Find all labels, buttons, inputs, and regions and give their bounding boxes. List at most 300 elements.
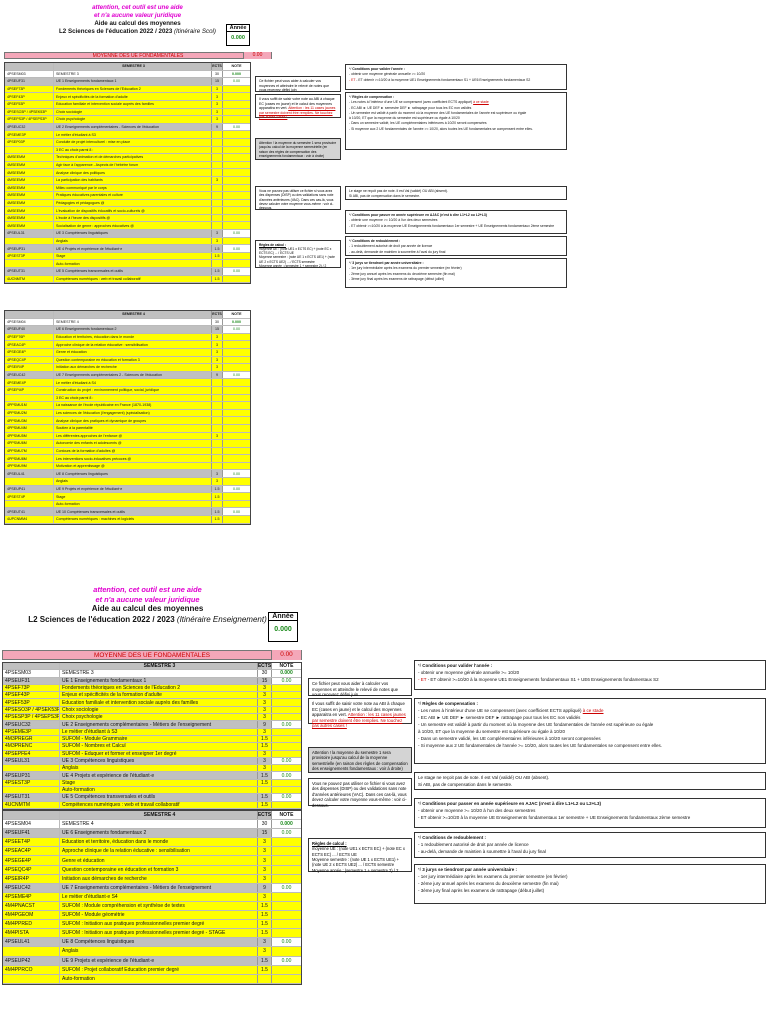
grade-value	[271, 975, 301, 983]
course-code: 4PSEUL31	[7, 231, 25, 236]
grade-input-cell[interactable]	[271, 685, 301, 691]
ects-header: ECTS	[212, 312, 222, 317]
ects-value: 3	[257, 751, 271, 757]
course-label: SUFOM - Module Grammaire	[59, 736, 257, 742]
course-row	[5, 253, 250, 261]
course-row	[5, 364, 250, 372]
course-row	[5, 139, 250, 147]
grade-input-cell[interactable]	[222, 276, 250, 283]
grade-value	[222, 260, 250, 267]
ects-value: 3	[211, 86, 222, 93]
grade-value: 0.00	[222, 326, 250, 333]
ects-value: 3	[257, 947, 271, 955]
course-code: 4MSEEMM	[7, 178, 26, 183]
warning-line-1: attention, cet outil est une aide	[93, 585, 202, 594]
course-label: SEMESTRE 3	[59, 663, 257, 669]
course-code: 4PSEET4P	[5, 839, 31, 846]
dispense-note: Vous ne pouvez pas utiliser ce fichier si vous avez des dispenses (DISP) ou des validations sans note d'années antérieures (VAC). Dans ces cas-là, vous devez calculer votre moyenne vous-même : voir ci-dessous.	[308, 778, 412, 806]
grade-value: 0.00	[271, 721, 301, 727]
grade-input-cell[interactable]	[271, 736, 301, 742]
course-row	[5, 357, 250, 365]
grade-value: 0.00	[222, 486, 250, 493]
ects-value: 3	[211, 478, 222, 485]
course-code	[5, 63, 53, 70]
ects-header: ECTS	[212, 64, 222, 69]
ects-value: 3	[211, 334, 222, 341]
grade-input-cell[interactable]	[271, 714, 301, 720]
course-row	[5, 433, 250, 441]
course-label: Techniques d'animation et de démarches participatives	[53, 154, 211, 161]
course-row	[3, 875, 301, 884]
course-code: 4UPCNMM4	[7, 517, 28, 522]
course-code: 4PSEUT31	[7, 269, 25, 274]
ects-value: 3	[211, 177, 222, 184]
warning-line-2: et n'a aucune valeur juridique	[95, 594, 200, 604]
ects-value	[211, 448, 222, 455]
ects-value: 30	[211, 71, 222, 78]
course-code	[5, 260, 53, 267]
grade-input-cell[interactable]	[222, 238, 250, 245]
course-label: Autonomie des enfants et adolescents @	[53, 440, 211, 447]
course-code: 4PPSMU9M	[7, 464, 27, 469]
ects-value: 1.5	[211, 486, 222, 493]
ects-value: 1.5	[257, 794, 271, 800]
ects-value	[211, 440, 222, 447]
course-label: UE 3 Compétences linguistiques	[53, 230, 211, 237]
ects-value: 3	[211, 470, 222, 477]
course-code: 4MSEEMM	[7, 200, 26, 205]
course-label: Anglais	[59, 765, 257, 771]
grade-input-cell[interactable]	[222, 93, 250, 100]
grade-value	[222, 169, 250, 176]
grade-value	[222, 131, 250, 138]
sheet2-semester3-table	[2, 662, 302, 810]
grade-value: 0.00	[222, 245, 250, 252]
course-label: UE 6 Enseignements fondamentaux 2	[59, 829, 257, 837]
course-code: 4M4PPRED	[5, 921, 32, 928]
year-value: 0.000	[274, 626, 292, 633]
grade-input-cell[interactable]	[271, 751, 301, 757]
grade-value	[222, 154, 250, 161]
ects-value: 15	[257, 829, 271, 837]
course-row	[3, 802, 301, 809]
grade-input-cell[interactable]	[222, 364, 250, 371]
course-label: La naissance de l'école républicaine en France (1870-1938)	[53, 402, 211, 409]
grade-value: 0.00	[271, 678, 301, 684]
course-label: Construction du projet : environnement politique, social, juridique	[53, 387, 211, 394]
course-code: 4PSEME3P	[7, 132, 26, 137]
grade-value: 0.00	[271, 794, 301, 800]
info-note: Ce fichier peut vous aider à calculer vos moyennes et atteindre le relevé de notes que vous recevrez défini juin	[308, 678, 412, 696]
grade-value	[222, 192, 250, 199]
grade-input-cell[interactable]	[222, 357, 250, 364]
course-label: Education familiale et intervention sociale auprès des familles	[53, 101, 211, 108]
course-code: 4PSEP03P	[7, 140, 25, 145]
grade-input-cell[interactable]	[222, 109, 250, 116]
grade-value: 0.00	[271, 829, 301, 837]
course-code: 4PSEUC32	[7, 125, 26, 130]
course-label: Choix sociologie	[53, 109, 211, 116]
grade-input-cell[interactable]	[222, 341, 250, 348]
ects-value: 3	[211, 364, 222, 371]
ects-value: 3	[211, 109, 222, 116]
course-code: 4PPSMU8M	[7, 456, 27, 461]
ects-value: 3	[257, 938, 271, 946]
course-code: 4PSEME4P	[7, 380, 26, 385]
grade-value: 0.00	[271, 772, 301, 778]
course-code: 4UCNMTM	[7, 276, 25, 281]
course-code: 4PSEIR4P	[7, 365, 25, 370]
year-label: Année	[269, 613, 297, 621]
course-code: 4PSEME4P	[5, 893, 32, 900]
course-row	[5, 402, 250, 410]
course-row	[3, 838, 301, 847]
grade-value	[222, 185, 250, 192]
course-label: Education et territoires, éducation dans le monde	[53, 334, 211, 341]
course-row	[5, 395, 250, 403]
ects-value: 1.5	[257, 802, 271, 808]
course-row	[5, 200, 250, 208]
course-code	[5, 395, 53, 402]
course-label: Education et territoire, éducation dans le monde	[59, 838, 257, 846]
course-row	[3, 707, 301, 714]
course-label: Initiation aux démarches de recherche	[53, 364, 211, 371]
semester-total-row	[5, 319, 250, 327]
course-label: Analyse clinique des pratiques et dynamique de groupes	[53, 417, 211, 424]
course-row	[3, 685, 301, 692]
year-value: 0.000	[231, 35, 245, 41]
grade-input-cell[interactable]	[222, 433, 250, 440]
grade-value: 0.00	[271, 957, 301, 965]
grade-input-cell[interactable]	[271, 707, 301, 713]
course-label: Enjeux et spécificités de la formation d'adulte	[59, 692, 257, 698]
sheet1-semester3-table	[4, 62, 251, 284]
grade-input-cell[interactable]	[271, 920, 301, 928]
ects-value: 1.5	[211, 508, 222, 515]
course-label: La participation des habitants	[53, 177, 211, 184]
course-row	[5, 131, 250, 139]
ue-row	[5, 470, 250, 478]
ects-value: 1.5	[257, 911, 271, 919]
grade-input-cell[interactable]	[271, 780, 301, 786]
grade-input-cell[interactable]	[271, 847, 301, 855]
grade-value	[271, 787, 301, 793]
course-row	[3, 714, 301, 721]
ue-row	[3, 794, 301, 801]
course-code: 4M3PRENC	[5, 743, 33, 750]
course-label: SEMESTRE 3	[53, 71, 211, 78]
semester-header-row	[5, 63, 250, 71]
course-label: Choix psychologie	[59, 714, 257, 720]
course-code: 4PSEUL41	[5, 939, 30, 946]
grade-input-cell[interactable]	[271, 929, 301, 937]
course-label: SUFOM - Module géométrie	[59, 911, 257, 919]
course-code: 4PSEUP41	[7, 486, 26, 491]
course-code: 4PSEF73P	[7, 87, 25, 92]
grade-value	[222, 139, 250, 146]
course-label: SUFOM - Nombres et Calcul	[59, 743, 257, 749]
course-row	[3, 975, 301, 984]
course-label: Initiation aux démarches de recherche	[59, 875, 257, 883]
course-label: UE 5 Compétences transversales et outils	[59, 794, 257, 800]
grade-input-cell[interactable]	[271, 729, 301, 735]
grade-input-cell[interactable]	[222, 253, 250, 260]
course-row	[5, 207, 250, 215]
grade-value: 0.000	[271, 670, 301, 676]
ects-value: 1.5	[211, 268, 222, 275]
course-label: Le métier d'étudiant à S3	[53, 131, 211, 138]
course-label: UE 10 Compétences transversales et outils	[53, 508, 211, 515]
ects-value: 15	[211, 326, 222, 333]
ects-value	[211, 260, 222, 267]
grade-input-cell[interactable]	[222, 349, 250, 356]
ects-value	[211, 387, 222, 394]
course-code	[3, 663, 59, 669]
course-label: Anglais	[53, 478, 211, 485]
course-code	[3, 811, 59, 819]
ects-value: 30	[211, 319, 222, 326]
fundamental-mean-label: MOYENNE DES UE FONDAMENTALES	[92, 53, 184, 59]
grade-input-cell[interactable]	[222, 177, 250, 184]
ects-value: 9	[257, 721, 271, 727]
sheet-title: Aide au calcul des moyennes	[94, 20, 181, 28]
course-code: 4PSEIR4P	[5, 875, 29, 882]
course-code	[5, 147, 53, 154]
ects-value: 3	[257, 866, 271, 874]
course-code: 4PSEUT41	[7, 509, 25, 514]
grade-input-cell[interactable]	[222, 493, 250, 500]
grade-input-cell[interactable]	[222, 86, 250, 93]
course-code: 4PSEAC4P	[5, 848, 31, 855]
course-label: SEMESTRE 4	[53, 311, 211, 318]
course-label: Les sciences de l'éducation (l'engagement) (spécialisation)	[53, 410, 211, 417]
sheet-subtitle: L2 Sciences de l'éducation 2022 / 2023 (Itinéraire Enseignement)	[28, 614, 267, 624]
grade-value: 0.00	[222, 230, 250, 237]
course-label: SEMESTRE 3	[59, 670, 257, 676]
jury-rules-box: */ 3 jurys se tiendront par année universitaire : - 1er jury intermédiaire après les examens du premier semestre (en février) - 2ème jury annuel après les examens du deuxième semestre (fin mai) - 3ème jury final après les examens de rattrapage (début juillet)	[345, 258, 567, 288]
ects-value	[211, 154, 222, 161]
grade-value: 0.00	[222, 78, 250, 85]
course-label: Enjeux et spécificités de la formation d'adulte	[53, 93, 211, 100]
course-code: 4PSESM03	[7, 71, 26, 76]
ue-row	[3, 884, 301, 893]
course-label: Milieu communiqué par le corps	[53, 185, 211, 192]
grade-input-cell[interactable]	[271, 947, 301, 955]
ects-value: 1.5	[211, 493, 222, 500]
course-code: 4PSEF43P	[7, 94, 25, 99]
calculation-rules-note: Règles de calcul : moyenne UE : (note UE1 x ECTS EC) + (note EC x ECTS EC) ... / ECTS UE Moyenne semestre : (note UE 1 x ECTS UE1) + (note UE 2 x ECTS UE2) ... / ECTS semestre Moyenne année : (semestre 1 + semestre 2) / 2	[255, 240, 341, 268]
grade-input-cell[interactable]	[271, 856, 301, 864]
course-label: Motivation et apprentissage @	[53, 463, 211, 470]
course-code: 4PSEUL41	[7, 471, 25, 476]
grade-input-cell[interactable]	[271, 966, 301, 974]
course-label: UE 1 Enseignements fondamentaux 1	[59, 678, 257, 684]
grade-input-cell[interactable]	[271, 866, 301, 874]
course-label: UE 2 Enseignements complémentaires - Sciences de l'éducation	[53, 124, 211, 131]
course-code: 4PSEUL31	[5, 758, 30, 764]
course-label: SUFOM - Eduquer et former et enseigner 1er degré	[59, 751, 257, 757]
course-label: Auto-formation	[59, 787, 257, 793]
course-label: UE 7 Enseignements complémentaires 2 - Sciences de l'éducation	[53, 372, 211, 379]
course-label: Contours de la formation d'adultes @	[53, 448, 211, 455]
course-label: L'évaluation de dispositifs éducatifs et socio-culturels @	[53, 207, 211, 214]
grade-input-cell[interactable]	[271, 743, 301, 749]
grade-value	[222, 222, 250, 229]
course-code	[5, 238, 53, 245]
course-label: Auto-formation	[53, 501, 211, 508]
course-row	[5, 478, 250, 486]
course-label: Auto-formation	[59, 975, 257, 983]
grade-value	[222, 147, 250, 154]
grade-input-cell[interactable]	[271, 875, 301, 883]
instruction-note: Il vous suffit de saisir votre note au ABI à chaque EC (cases en jaune) et le calcul des moyennes apparaitra en vert. Attention : les 11 cases jaunes par semestre doivent être remplies. Ne touchez pas autres cases !	[308, 698, 412, 724]
course-row	[3, 893, 301, 902]
stage-note-box: Le stage ne reçoit pas de note. Il est Val (validé) OU ABI (absent). Si ABI, pas de compensation dans le semestre.	[414, 772, 766, 790]
course-label: Compétences numériques : machines et logiciels	[53, 516, 211, 523]
course-code: 4PSEF53P	[7, 102, 25, 107]
course-row	[3, 856, 301, 865]
course-code: 4PSEPFE4	[5, 750, 31, 757]
grade-input-cell[interactable]	[271, 838, 301, 846]
course-label: UE 9 Projets et expérience de l'étudiant·e	[59, 957, 257, 965]
grade-value	[222, 207, 250, 214]
grade-value	[222, 440, 250, 447]
course-label: Les interventions socio-éducatives précoces @	[53, 455, 211, 462]
course-code: 4PSEF76P	[7, 335, 25, 340]
grade-input-cell[interactable]	[222, 478, 250, 485]
grade-input-cell[interactable]	[271, 893, 301, 901]
grade-input-cell[interactable]	[271, 692, 301, 698]
ue-row	[5, 124, 250, 132]
grade-value: 0.00	[222, 508, 250, 515]
course-code: 4PSEUC32	[5, 721, 31, 728]
ects-value: 3	[211, 230, 222, 237]
ects-value: 3	[211, 349, 222, 356]
course-code	[3, 975, 59, 983]
course-row	[3, 929, 301, 938]
grade-input-cell[interactable]	[222, 101, 250, 108]
course-label: Soutien à la parentalité	[53, 425, 211, 432]
grade-value: 0.00	[222, 372, 250, 379]
course-row	[5, 260, 250, 268]
course-label: 3 EC au choix parmi 8 :	[53, 147, 211, 154]
ects-value: 3	[257, 856, 271, 864]
grade-input-cell[interactable]	[271, 911, 301, 919]
course-code: 4M4PISTA	[5, 930, 29, 937]
ects-value	[211, 139, 222, 146]
course-code: 4PSEUF40	[7, 327, 25, 332]
grade-value	[222, 395, 250, 402]
course-row	[5, 177, 250, 185]
ects-value: 3	[257, 875, 271, 883]
grade-input-cell[interactable]	[222, 516, 250, 523]
grade-input-cell[interactable]	[222, 116, 250, 123]
course-code: 4PSEUP42	[5, 957, 31, 964]
grade-input-cell[interactable]	[271, 802, 301, 808]
course-code: 4M4PPRCO	[5, 966, 33, 973]
course-label: Genre et éducation	[53, 349, 211, 356]
course-code: 4PSEGE4P	[7, 350, 26, 355]
course-code	[3, 765, 59, 771]
course-code: 4PSEUP31	[7, 246, 26, 251]
grade-input-cell[interactable]	[271, 902, 301, 910]
grade-value	[222, 417, 250, 424]
course-label: Fondements théoriques en Sciences de l'Education 2	[59, 685, 257, 691]
ects-value: 3	[257, 847, 271, 855]
instruction-note: Il vous suffit de saisir votre note au ABI à chaque EC (cases en jaune) et le calcul des moyennes apparaitra en vert. Attention : les 11 cases jaunes par semestre doivent être remplies. Ne touchez pas autres cases !	[255, 94, 341, 118]
course-code: 4UCNMTM	[5, 801, 30, 808]
course-code: 4M3PREGR	[5, 736, 33, 743]
sheet2-semester4-table	[2, 810, 302, 985]
grade-value	[222, 200, 250, 207]
info-note: Ce fichier peut vous aider à calculer vos moyennes et atteindre le relevé de notes que vous recevrez défini juin	[255, 76, 341, 92]
course-row	[3, 780, 301, 787]
ects-value	[211, 501, 222, 508]
course-row	[3, 736, 301, 743]
ects-value: 3	[257, 692, 271, 698]
course-label: UE 8 Compétences linguistiques	[59, 938, 257, 946]
course-code: 4PSESM03	[5, 670, 31, 677]
ects-header: ECTS	[257, 663, 272, 670]
ects-header: ECTS	[257, 812, 272, 819]
grade-input-cell[interactable]	[222, 334, 250, 341]
course-code: 4MSEEMM	[7, 170, 26, 175]
grade-input-cell[interactable]	[271, 699, 301, 705]
course-row	[5, 448, 250, 456]
course-code: 4PPSMU2M	[7, 411, 27, 416]
ue-row	[5, 508, 250, 516]
course-code: 4PSEUF31	[7, 79, 25, 84]
sheet1-semester4-table	[4, 310, 251, 525]
course-row	[5, 516, 250, 524]
grade-value	[222, 425, 250, 432]
course-code: 4PPSMU6M	[7, 441, 27, 446]
grade-value: 0.000	[222, 319, 250, 326]
ects-value: 3	[211, 93, 222, 100]
grade-value	[222, 162, 250, 169]
course-code: 4PSEF43P	[5, 692, 30, 699]
ects-value: 1.5	[211, 276, 222, 283]
ects-value: 9	[211, 124, 222, 131]
course-row	[3, 699, 301, 706]
course-label: Choix sociologie	[59, 707, 257, 713]
course-label: Question contemporaine en éducation et formation 3	[59, 866, 257, 874]
ects-value	[211, 169, 222, 176]
course-label: UE 9 Projets et expérience de l'étudiant·e	[53, 486, 211, 493]
course-label: Genre et éducation	[59, 856, 257, 864]
course-code: 4PSEST3P	[5, 779, 31, 786]
validation-rules-box: */ Conditions pour valider l'année : - obtenir une moyenne générale annuelle >= 10/20 - ET - ET obtenir >=10/20 à la moyenne UE1 Enseignements fondamentaux S1 + UE6 Enseignements fondamentaux S2	[345, 64, 567, 90]
course-code	[5, 501, 53, 508]
course-label: Approche clinique de la relation éducative : sensibilisation	[53, 341, 211, 348]
fundamental-mean-bar	[2, 650, 302, 660]
ects-value	[211, 192, 222, 199]
ue-row	[5, 372, 250, 380]
course-label: Conduite de projet interculturel : mise en place	[53, 139, 211, 146]
grade-value	[222, 387, 250, 394]
grade-value: 0.00	[271, 884, 301, 892]
course-code: 4MSEEMM	[7, 223, 26, 228]
course-label: SEMESTRE 3	[53, 63, 211, 70]
semester-total-row	[3, 670, 301, 677]
course-label: UE 4 Projets et expérience de l'étudiant·e	[53, 245, 211, 252]
warning-line-2: et n'a aucune valeur juridique	[93, 12, 182, 20]
semester-header-row	[3, 811, 301, 820]
course-code: 4PSEF73P	[5, 685, 30, 692]
course-label: Agir face à l'apparence - Aspects de l'hébétre forum	[53, 162, 211, 169]
ects-value	[211, 410, 222, 417]
grade-input-cell[interactable]	[271, 765, 301, 771]
